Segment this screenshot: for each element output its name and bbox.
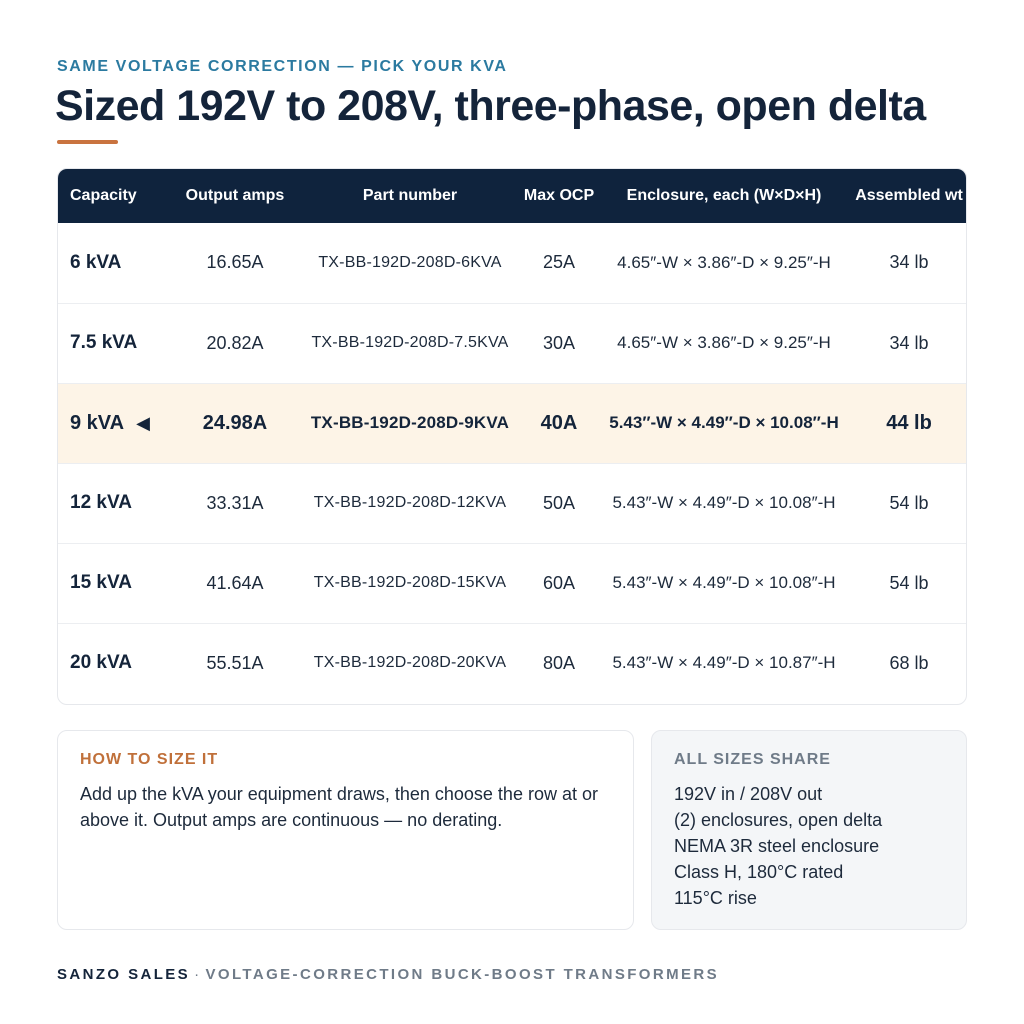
column-header-part-number: Part number (362, 187, 458, 204)
table-row-highlighted (58, 383, 967, 463)
list-item: Class H, 180°C rated (674, 862, 844, 882)
all-sizes-share-heading: ALL SIZES SHARE (674, 751, 831, 768)
cell-output-amps: 20.82A (170, 303, 300, 383)
cell-capacity: 15 kVA (58, 543, 170, 623)
spec-table (58, 169, 967, 703)
cell-enclosure: 4.65″-W × 3.86″-D × 9.25″-H (617, 252, 831, 272)
title-underline (57, 140, 118, 144)
cell-max-ocp: 25A (542, 252, 576, 273)
cell-max-ocp: 40A (520, 383, 598, 463)
table-row (58, 623, 967, 703)
table-header-row (58, 169, 967, 223)
cell-enclosure: 4.65″-W × 3.86″-D × 9.25″-H (598, 303, 850, 383)
cell-part-number: TX-BB-192D-208D-7.5KVA (300, 303, 520, 383)
list-item: (2) enclosures, open delta (674, 810, 883, 830)
cell-enclosure: 5.43″-W × 4.49″-D × 10.08″-H (598, 463, 850, 543)
cell-weight: 34 lb (889, 252, 929, 273)
column-header-capacity: Capacity (70, 187, 137, 204)
footer-separator: · (194, 966, 202, 983)
list-item: NEMA 3R steel enclosure (674, 836, 880, 856)
cell-output-amps: 24.98A (170, 383, 300, 463)
cell-weight: 54 lb (850, 463, 967, 543)
cell-part-number: TX-BB-192D-208D-6KVA (318, 253, 502, 271)
list-item: 115°C rise (674, 888, 757, 908)
page-title: Sized 192V to 208V, three-phase, open delta (55, 82, 926, 130)
table-row (58, 303, 967, 383)
table-row (58, 543, 967, 623)
cell-part-number: TX-BB-192D-208D-12KVA (300, 463, 520, 543)
how-to-size-card (57, 730, 634, 930)
shared-features-list (674, 781, 944, 911)
table-row (58, 463, 967, 543)
how-to-size-body: Add up the kVA your equipment draws, then choose the row at or above it. Output amps are continuous — no derating. (80, 784, 598, 830)
triangle-left-icon: ◀ (136, 412, 150, 433)
cell-capacity: 7.5 kVA (58, 303, 170, 383)
cell-part-number: TX-BB-192D-208D-9KVA (300, 383, 520, 463)
column-header-assembled-weight: Assembled wt (855, 187, 963, 204)
cell-enclosure: 5.43″-W × 4.49″-D × 10.87″-H (598, 623, 850, 703)
cell-max-ocp: 80A (520, 623, 598, 703)
cell-capacity-text: 9 kVA (70, 411, 125, 434)
brand-name: SANZO SALES (57, 966, 191, 983)
list-item: 192V in / 208V out (674, 784, 823, 804)
cell-capacity: 12 kVA (58, 463, 170, 543)
cell-capacity: 6 kVA (70, 251, 122, 273)
cell-output-amps: 41.64A (170, 543, 300, 623)
table-row (58, 223, 967, 303)
eyebrow-text: SAME VOLTAGE CORRECTION — PICK YOUR KVA (57, 58, 508, 75)
cell-max-ocp: 30A (520, 303, 598, 383)
cell-max-ocp: 50A (520, 463, 598, 543)
cell-output-amps: 55.51A (170, 623, 300, 703)
cell-part-number: TX-BB-192D-208D-15KVA (300, 543, 520, 623)
cell-output-amps: 16.65A (206, 252, 264, 273)
footer (57, 966, 719, 983)
cell-weight: 34 lb (850, 303, 967, 383)
cell-enclosure: 5.43″-W × 4.49″-D × 10.08″-H (598, 383, 850, 463)
cell-enclosure: 5.43″-W × 4.49″-D × 10.08″-H (598, 543, 850, 623)
cell-weight: 44 lb (850, 383, 967, 463)
cell-max-ocp: 60A (520, 543, 598, 623)
cell-capacity (58, 383, 170, 463)
cell-capacity: 20 kVA (58, 623, 170, 703)
cell-output-amps: 33.31A (170, 463, 300, 543)
all-sizes-share-card (651, 730, 967, 930)
spec-table-card (57, 168, 967, 705)
column-header-output-amps: Output amps (185, 187, 285, 204)
cell-weight: 68 lb (850, 623, 967, 703)
footer-tagline: VOLTAGE-CORRECTION BUCK-BOOST TRANSFORMERS (205, 966, 720, 983)
cell-weight: 54 lb (850, 543, 967, 623)
column-header-enclosure: Enclosure, each (W×D×H) (626, 187, 822, 204)
cell-part-number: TX-BB-192D-208D-20KVA (300, 623, 520, 703)
column-header-max-ocp: Max OCP (523, 187, 595, 204)
how-to-size-heading: HOW TO SIZE IT (80, 751, 219, 768)
